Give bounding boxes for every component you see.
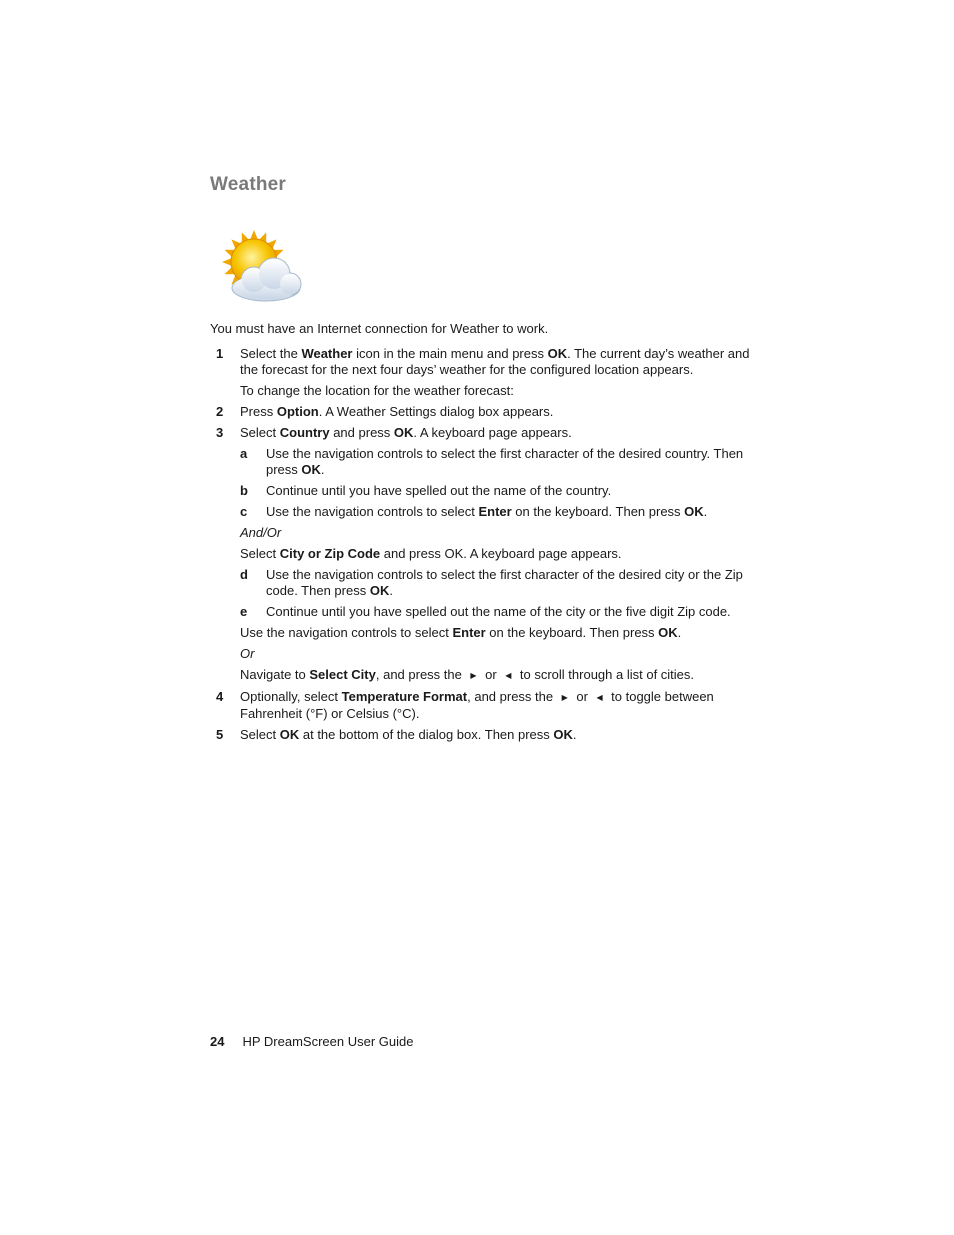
ui-term-ok: OK — [553, 727, 573, 742]
substep-letter: a — [240, 446, 248, 461]
step-text: Use the navigation controls to select — [266, 504, 479, 519]
step-number: 2 — [216, 404, 224, 419]
left-arrow-icon: ◀ — [505, 671, 512, 680]
step-1 — [210, 346, 750, 378]
ui-term-ok: OK — [658, 625, 678, 640]
intro-text: You must have an Internet connection for Weather to work. — [210, 321, 549, 336]
ui-term-ok: OK — [301, 462, 321, 477]
step-text: on the keyboard. Then press — [485, 625, 659, 640]
left-arrow-icon: ◀ — [596, 693, 603, 702]
navigate-text — [210, 667, 750, 684]
step-4 — [210, 689, 750, 722]
ui-term-option: Option — [276, 404, 319, 419]
ui-term-city-or-zip: City or Zip Code — [279, 546, 381, 561]
ui-term-enter: Enter — [478, 504, 512, 519]
substep-a — [210, 446, 750, 478]
ui-term-select-city: Select City — [309, 667, 376, 682]
step-text: or — [481, 667, 501, 682]
ui-term-ok: OK — [547, 346, 568, 361]
step-text: on the keyboard. Then press — [511, 504, 685, 519]
step-text: to scroll through a list of cities. — [516, 667, 695, 682]
ui-term-ok: OK — [369, 583, 390, 598]
step-text: Select — [240, 546, 280, 561]
step-text: . — [677, 625, 682, 640]
step-text: . A Weather Settings dialog box appears. — [318, 404, 554, 419]
step-text: Optionally, select — [240, 689, 342, 704]
ui-term-weather: Weather — [301, 346, 353, 361]
substep-b — [210, 483, 750, 499]
step-2 — [210, 404, 750, 420]
step-text: , and press the — [467, 689, 557, 704]
right-arrow-icon: ▶ — [561, 693, 568, 702]
substep-d — [210, 567, 750, 599]
and-or-text: And/Or — [240, 525, 282, 540]
step-text: . The current day’s weather and the forecast for the next four days’ weather for the configured location appears. — [240, 346, 750, 377]
step-text: . — [572, 727, 577, 742]
page-number: 24 — [210, 1034, 225, 1049]
substep-c — [210, 504, 750, 520]
substep-letter: d — [240, 567, 248, 582]
ui-term-ok: OK — [279, 727, 300, 742]
or-text: Or — [240, 646, 255, 661]
step-3 — [210, 425, 750, 441]
step-text: . — [389, 583, 393, 598]
step-text: Use the navigation controls to select the first character of the desired country. Then press — [266, 446, 744, 477]
step-text: Select — [240, 727, 280, 742]
guide-title: HP DreamScreen User Guide — [242, 1034, 414, 1049]
substep-letter: b — [240, 483, 248, 498]
step-number: 5 — [216, 727, 224, 742]
page-footer — [210, 1034, 413, 1049]
right-arrow-icon: ▶ — [470, 671, 477, 680]
step-text: Continue until you have spelled out the name of the country. — [266, 483, 612, 498]
step-text: Select the — [240, 346, 302, 361]
substep-letter: e — [240, 604, 248, 619]
select-city-text — [210, 546, 750, 562]
enter-line-text — [210, 625, 750, 641]
step-text: . A keyboard page appears. — [413, 425, 572, 440]
section-title: Weather — [210, 174, 287, 195]
step-text: . — [703, 504, 708, 519]
ui-term-enter: Enter — [452, 625, 486, 640]
ui-term-temperature-format: Temperature Format — [341, 689, 468, 704]
step-text: . — [320, 462, 325, 477]
step-text: , and press the — [375, 667, 466, 682]
step-text: Select — [240, 425, 280, 440]
body-content — [210, 321, 750, 748]
step-text: icon in the main menu and press — [352, 346, 548, 361]
ui-term-ok: OK — [684, 504, 704, 519]
step-text: to toggle between Fahrenheit (°F) or Celsius (°C). — [240, 689, 714, 721]
step-number: 3 — [216, 425, 224, 440]
step-text: and press OK. A keyboard page appears. — [380, 546, 622, 561]
ui-term-ok: OK — [393, 425, 414, 440]
step-number: 1 — [216, 346, 224, 361]
weather-sun-cloud-icon — [214, 228, 306, 308]
step-5 — [210, 727, 750, 743]
step-text: Continue until you have spelled out the name of the city or the five digit Zip code. — [266, 604, 731, 619]
substep-e — [210, 604, 750, 620]
step-text: Use the navigation controls to select the first character of the desired city or the Zip code. Then press — [266, 567, 743, 598]
step-text: at the bottom of the dialog box. Then press — [299, 727, 554, 742]
step-text: and press — [329, 425, 394, 440]
substep-letter: c — [240, 504, 248, 519]
ui-term-country: Country — [279, 425, 330, 440]
step-text: Use the navigation controls to select — [240, 625, 453, 640]
step-text: Press — [240, 404, 277, 419]
change-location-text: To change the location for the weather forecast: — [240, 383, 514, 398]
step-text: Navigate to — [240, 667, 310, 682]
step-text: or — [572, 689, 592, 704]
step-number: 4 — [216, 689, 224, 704]
